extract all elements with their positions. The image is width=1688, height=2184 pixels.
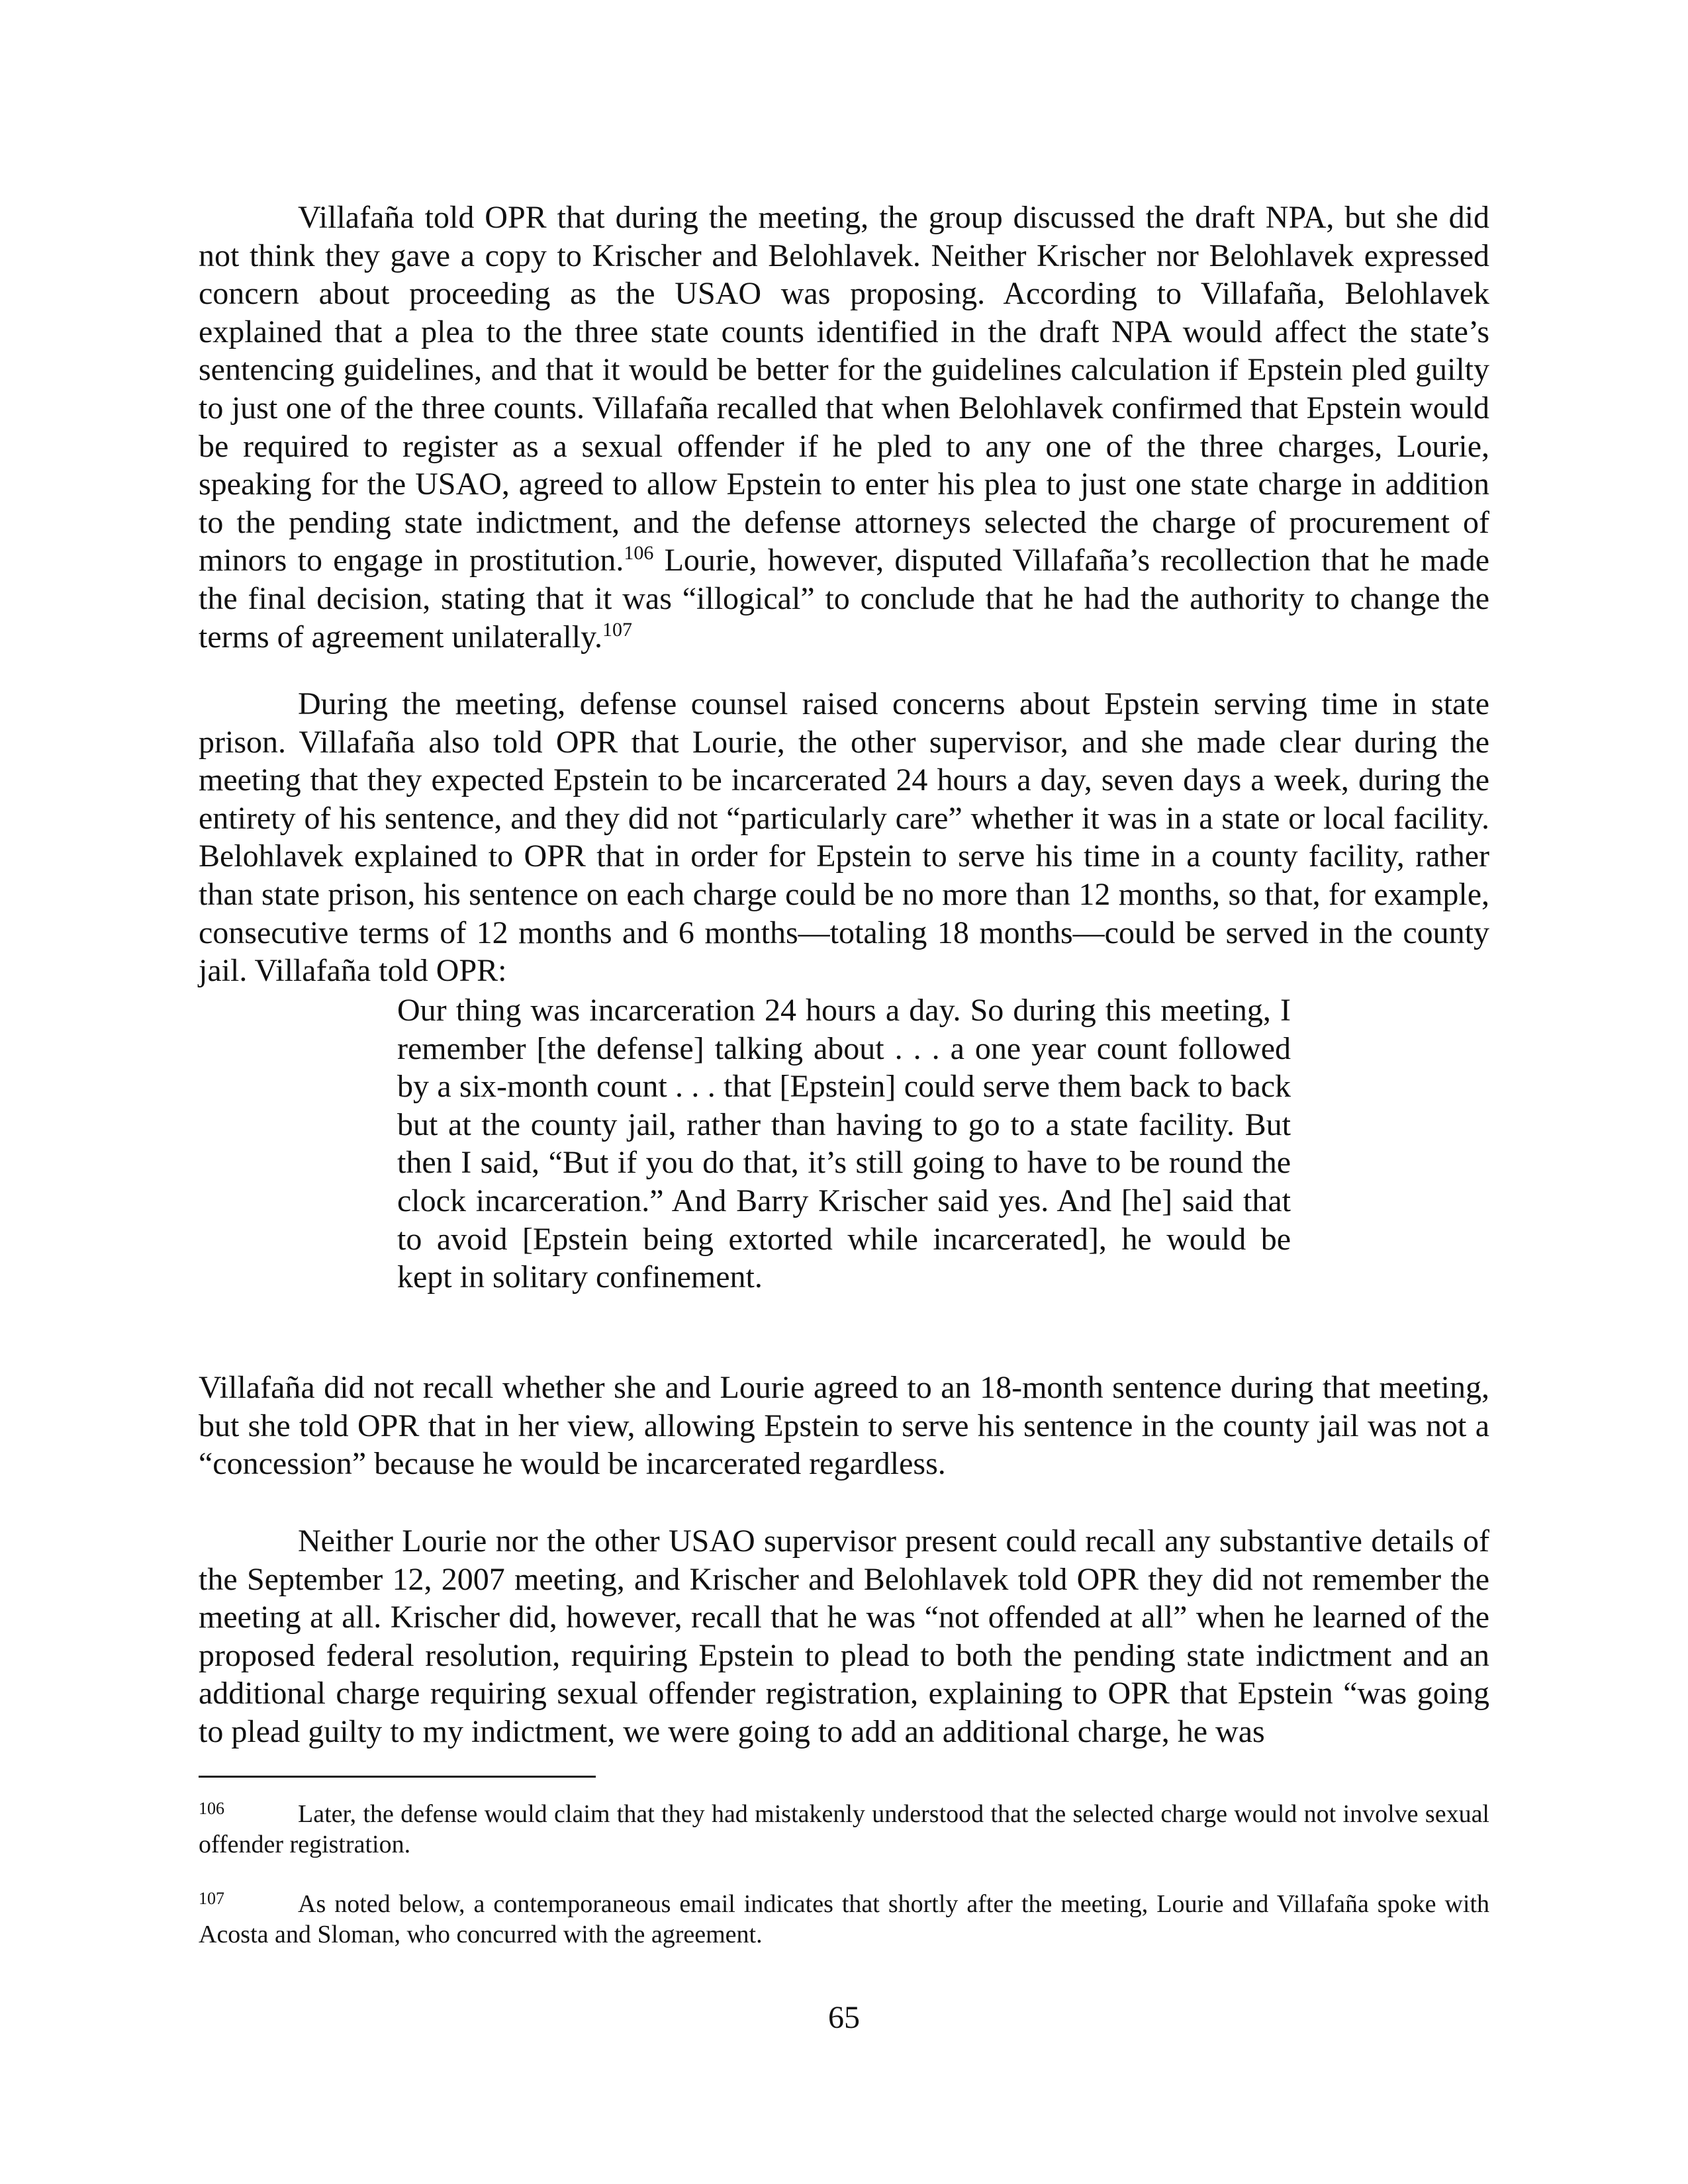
paragraph-text: Lourie, however, disputed Villafaña’s recollection that he made the final decision, stating that it was “illogical” to conclude that he had the authority to change the terms of agreement unilaterally.	[199, 543, 1489, 655]
paragraph-18-month-sentence: Villafaña did not recall whether she and Lourie agreed to an 18-month sentence during that meeting, but she told OPR that in her view, allowing Epstein to serve his sentence in the county jail was not a “concession” because he would be incarcerated regardless.	[199, 1370, 1489, 1482]
footnote-reference-107: 107	[602, 618, 632, 641]
page-number: 65	[828, 2000, 860, 2035]
footnote-divider	[199, 1776, 596, 1778]
footnote-text: Later, the defense would claim that they had mistakenly understood that the selected charge would not involve sexual offender registration.	[199, 1800, 1489, 1858]
footnote-106: 106 Later, the defense would claim that they had mistakenly understood that the selected charge would not involve sexual offender registration.	[199, 1799, 1489, 1858]
paragraph-villafana-meeting	[199, 199, 1489, 656]
footnote-reference-106: 106	[624, 542, 654, 565]
paragraph-september-meeting: Neither Lourie nor the other USAO supervisor present could recall any substantive details of the September 12, 2007 meeting, and Krischer and Belohlavek told OPR they did not remember the meeting at all. Krischer did, however, recall that he was “not offended at all” when he learned of the proposed federal resolution, requiring Epstein to plead to both the pending state indictment and an additional charge requiring sexual offender registration, explaining to OPR that Epstein “was going to plead guilty to my indictment, we were going to add an additional charge, he was	[199, 1524, 1489, 1749]
paragraph-text: Villafaña told OPR that during the meeting, the group discussed the draft NPA, but she did not think they gave a copy to Krischer and Belohlavek. Neither Krischer nor Belohlavek expressed concern about proceeding as the USAO was proposing. According to Villafaña, Belohlavek explained that a plea to the three state counts identified in the draft NPA would affect the state’s sentencing guidelines, and that it would be better for the guidelines calculation if Epstein pled guilty to just one of the three counts. Villafaña recalled that when Belohlavek confirmed that Epstein would be required to register as a sexual offender if he pled to any one of the three charges, Lourie, speaking for the USAO, agreed to allow Epstein to enter his plea to just one state charge in addition to the pending state indictment, and the defense attorneys selected the charge of procurement of minors to engage in prostitution.	[199, 200, 1489, 578]
block-quote-villafana: Our thing was incarceration 24 hours a day. So during this meeting, I remember [the defense] talking about . . . a one year count followed by a six-month count . . . that [Epstein] could serve them back to back but at the county jail, rather than having to go to a state facility. But then I said, “But if you do that, it’s still going to have to be round the clock incarceration.” And Barry Krischer said yes. And [he] said that to avoid [Epstein being extorted while incarcerated], he would be kept in solitary confinement.	[397, 993, 1291, 1295]
footnote-107: 107 As noted below, a contemporaneous email indicates that shortly after the meeting, Lourie and Villafaña spoke with Acosta and Sloman, who concurred with the agreement.	[199, 1889, 1489, 1948]
footnote-text: As noted below, a contemporaneous email indicates that shortly after the meeting, Lourie and Villafaña spoke with Acosta and Sloman, who concurred with the agreement.	[199, 1890, 1489, 1948]
paragraph-defense-concerns: During the meeting, defense counsel raised concerns about Epstein serving time in state prison. Villafaña also told OPR that Lourie, the other supervisor, and she made clear during the meeting that they expected Epstein to be incarcerated 24 hours a day, seven days a week, during the entirety of his sentence, and they did not “particularly care” whether it was in a state or local facility. Belohlavek explained to OPR that in order for Epstein to serve his time in a county facility, rather than state prison, his sentence on each charge could be no more than 12 months, so that, for example, consecutive terms of 12 months and 6 months—totaling 18 months—could be served in the county jail. Villafaña told OPR:	[199, 686, 1489, 989]
